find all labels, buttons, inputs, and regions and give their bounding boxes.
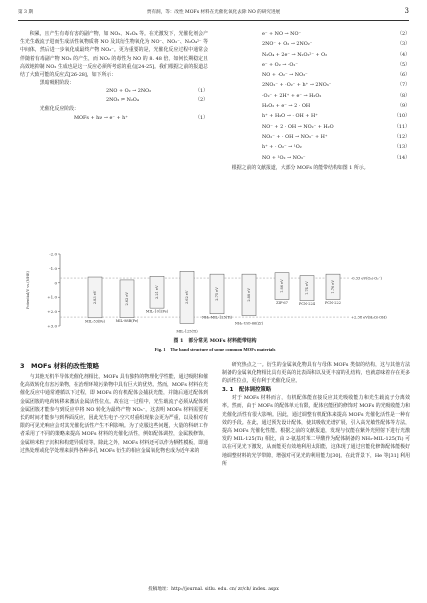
mof-label: MIL-125(Ti) bbox=[176, 329, 198, 334]
equation-row bbox=[222, 123, 410, 133]
band-structure-chart bbox=[20, 250, 410, 334]
body-paragraph: 与其他无机半导体光催化剂相比，MOFs 具有独特的物理化学性能，通过吸附和催化高效转化有害污染物，在治理环境污染物中具有巨大的优势。然而，MOFs 材料在光催化反应中通常遵循以下过程，即 MOFs 的有机配体会捕获光能，并随后通过配体到金属团簇的电荷转移来激活金属活性位点。故在这一过程中，光生载流子必须从配体到金属团簇才能参与到反应中将 NO 转化为最终产物 NO₃⁻，这表明 MOFs 材料需要更长的时间才能参与到界面反应，因此光生电子-空穴对重组现象会更为严重，以及相对有限的可见光响应会对其光催化活性产生不利影响。为了克服这些问题，大量的科研工作者采用了不同的策略来提高 MOFs 材料的光催化活性，例如配体调控，金属簇修饰，金属纳米粒子沉积和构建异质结等。除此之外，MOFs 材料还可以作为牺牲模板，即通过热处理或化学处理来获得各种多孔 MOFs 衍生的相应金属氧化物也成为近年来的 bbox=[20, 374, 208, 454]
equation-list bbox=[222, 30, 410, 164]
body-paragraph: 研究热点之一。衍生的金属氧化物具有与母体 MOFs 类似的结构，这与其他方法制备的金属氧化物相比具有更高的比表面积以及更丰富的孔结构，也就意味着存在更多的活性位点，更有利于光催化反应。 bbox=[222, 362, 410, 385]
body-paragraph: 根据之前的文献报道，大部分 MOFs 的能带结构如图 1 所示。 bbox=[231, 164, 369, 171]
y-tick-label: +3.0 bbox=[47, 323, 57, 329]
equation: e⁻ + NO → NO⁻ bbox=[262, 31, 302, 37]
equation-row bbox=[20, 114, 208, 123]
band-gap-label: 1.76 eV bbox=[331, 280, 336, 294]
y-axis-label: Potential/V vs.(NHE) bbox=[26, 271, 30, 309]
mof-label: MIL-88B(Fe) bbox=[115, 319, 139, 324]
equation-number: （8） bbox=[397, 92, 410, 99]
mof-label: NH₂-UiO-66(Zr) bbox=[234, 321, 264, 326]
y-tick-label: -2.0 bbox=[49, 251, 57, 257]
page-number: 3 bbox=[404, 7, 409, 15]
mof-label: PCN-224 bbox=[299, 302, 315, 307]
right-column-top bbox=[222, 30, 410, 172]
mof-label: MIL-101(Fe) bbox=[145, 309, 169, 314]
section-heading: 3 MOFs 材料的改性策略 bbox=[20, 362, 100, 370]
equation-number: （1） bbox=[195, 88, 208, 95]
equation-number: （10） bbox=[393, 113, 410, 120]
equation-number: （2） bbox=[195, 97, 208, 104]
equation-row bbox=[222, 154, 410, 164]
equation-row bbox=[20, 96, 208, 105]
right-column-bottom bbox=[222, 361, 410, 468]
equation-number: （12） bbox=[393, 133, 410, 140]
equation: 2NO₂⁻ + ·O₂⁻ + h⁺ → 2NO₃⁻ bbox=[262, 82, 332, 89]
equation-number: （1） bbox=[195, 114, 208, 121]
equation-row bbox=[222, 40, 410, 50]
equation-row bbox=[222, 81, 410, 91]
subsection-heading: 3. 1 配体调控策略 bbox=[222, 386, 272, 393]
equation-number: （3） bbox=[397, 41, 410, 48]
reference-label-o2: -0.33 eV(O₂/·O₂⁻) bbox=[351, 276, 382, 281]
band-gap-label: 3.62 eV bbox=[185, 290, 190, 305]
equation-number: （11） bbox=[393, 123, 410, 130]
equation: e⁻ + O₂ → ·O₂⁻ bbox=[262, 61, 298, 68]
left-column-top bbox=[20, 30, 208, 123]
header-rule bbox=[18, 20, 409, 21]
equation-row bbox=[222, 133, 410, 143]
reference-label-oh: +2.38 eV(H₂O/·OH) bbox=[351, 315, 387, 320]
mof-label: MIL-53(Fe) bbox=[85, 319, 105, 324]
equation-number: （2） bbox=[397, 31, 410, 37]
equation-number: （13） bbox=[393, 144, 410, 151]
equation-row bbox=[222, 102, 410, 112]
equation-row bbox=[222, 112, 410, 122]
equation-row bbox=[222, 51, 410, 61]
equation: N₂O₄ + 2e⁻ → N₂O₂²⁻ + O₂ bbox=[262, 51, 328, 58]
equation: 2NO + O₂ → 2NO₂ bbox=[106, 88, 152, 95]
band-gap-label: 1.74 eV bbox=[305, 281, 310, 295]
figure-caption-en: Fig. 1 The band structure of some common MOFs materials bbox=[154, 347, 276, 352]
left-column-bottom bbox=[20, 361, 208, 455]
band-gap-label: 2.62 eV bbox=[125, 292, 130, 306]
equation-number: （9） bbox=[397, 103, 410, 110]
issue-number: 第 3 期 bbox=[18, 10, 34, 15]
y-tick-label: +1.0 bbox=[47, 294, 57, 300]
mof-label: ZIF-67 bbox=[276, 301, 288, 306]
equation: NO₂⁻ + · OH → NO₃⁻ + H⁺ bbox=[262, 133, 328, 140]
running-title: 贾有洞，等：改性 MOFs 材料在光催化氧化去除 NO 的研究进展 bbox=[146, 10, 281, 15]
band-gap-label: 2.75 eV bbox=[215, 287, 220, 301]
equation-number: （6） bbox=[397, 72, 410, 79]
y-tick-label: +2.0 bbox=[47, 309, 57, 315]
page-header bbox=[18, 7, 409, 19]
stage-label-dark: 黑暗吸附阶段： bbox=[39, 80, 75, 87]
band-structure-figure bbox=[20, 250, 410, 334]
equation: H₂O₂ + e⁻ → 2 · OH bbox=[262, 103, 311, 110]
equation: NO⁻ + 2 · OH → NO₂⁻ + H₂O bbox=[262, 123, 334, 130]
equation-number: （14） bbox=[393, 154, 410, 161]
body-paragraph: 积累，且产生有毒有害的副产物，如 NO₂、N₂O₄ 等。在光激发下，光催化剂会产生光生载流子进而生成活性氧物质将 NO 及其衍生物氧化为 NO⁻、NO₂⁻、N₂O₄²⁻ 等中间体，然后进一步氧化成最终产物 NO₃⁻。更为重要的是，光催化反应过程中通常会伴随着有毒副产物 NO₂ 的产生，而 NO₂ 的毒性为 NO 的 8. 48 倍，如何长期稳定且高效地抑制 NO₂ 生成也是这一反应必须所考虑的重点[24-25]。我们根据之前的报道总结了大致可能的反应式[26-28]，如下所示： bbox=[20, 31, 208, 79]
equation-row bbox=[222, 143, 410, 153]
band-gap-label: 1.86 eV bbox=[280, 279, 285, 293]
equation-row bbox=[222, 30, 410, 40]
band-gap-label: 2.83 eV bbox=[93, 290, 98, 305]
mof-label: NH₂-MIL-125(Ti) bbox=[201, 315, 233, 320]
equation-row bbox=[222, 92, 410, 102]
equation-row bbox=[222, 71, 410, 81]
equation-row bbox=[20, 87, 208, 96]
equation: NO + ¹O₂ → NO₃⁻ bbox=[262, 154, 306, 161]
mof-label: PCN-222 bbox=[325, 301, 341, 306]
equation-row bbox=[222, 61, 410, 71]
band-gap-label: 2.88 eV bbox=[247, 288, 252, 302]
body-paragraph: 对于 MOFs 材料而言，有机配体能直接反应其光吸收能力和光生载流子分离效率。然而，由于 MOFs 的配体单元有限，配体官能团的修饰对 MOFs 的光吸收能力和光催化活性有很大影响。因此，通过调整有机配体来提高 MOFs 光催化活性是一种有效的手段。在此，通过预先设计配体，使其吸收光谱扩展，引入高光敏性配体等方法，提高 MOFs 光催化性能。根据之前的文献报道，发现与仅能在紫外光照射下进行光激发的 MIL-125(Ti) 相比，由 2-氨基对苯二甲酸作为配体制备的 NH₂-MIL-125(Ti) 可以在可见光下激发，从而能更有效地利用太阳能，这体现了通过官能化修饰配体能极好地调整材料的光学带隙，增强对可见光的利用能力[30]。在此背景下，He 等[31] 利用所 bbox=[222, 395, 410, 467]
equation: 2NO₂ ⇌ N₂O₄ bbox=[106, 97, 139, 104]
band-gap-label: 2.21 eV bbox=[155, 285, 160, 299]
stage-label-light: 光催化反应阶段： bbox=[39, 106, 79, 113]
equation-number: （5） bbox=[397, 61, 410, 68]
equation-number: （4） bbox=[397, 51, 410, 58]
equation: MOFs + hν → e⁻ + h⁺ bbox=[74, 114, 128, 121]
y-tick-label: -1.0 bbox=[49, 265, 57, 271]
equation: ·O₂⁻ + 2H⁺ + e⁻ → H₂O₂ bbox=[262, 92, 322, 99]
equation: 2NO⁻ + O₂ → 2NO₂⁻ bbox=[262, 41, 313, 48]
figure-caption-cn: 图 1 部分常见 MOFs 材料能带结构 bbox=[173, 338, 257, 344]
equation: h⁺ + · O₂⁻ → ¹O₂ bbox=[262, 144, 302, 151]
y-tick-label: 0 bbox=[54, 280, 57, 286]
equation: NO + ·O₂⁻ → NO₃⁻ bbox=[262, 72, 308, 79]
equation-number: （7） bbox=[397, 82, 410, 89]
page-footer: 投稿地址：http://journal. sitlu. edu. cn/ zr/ch/ index. aspx bbox=[148, 587, 279, 592]
equation: h⁺ + H₂O → · OH + H⁺ bbox=[262, 113, 318, 120]
